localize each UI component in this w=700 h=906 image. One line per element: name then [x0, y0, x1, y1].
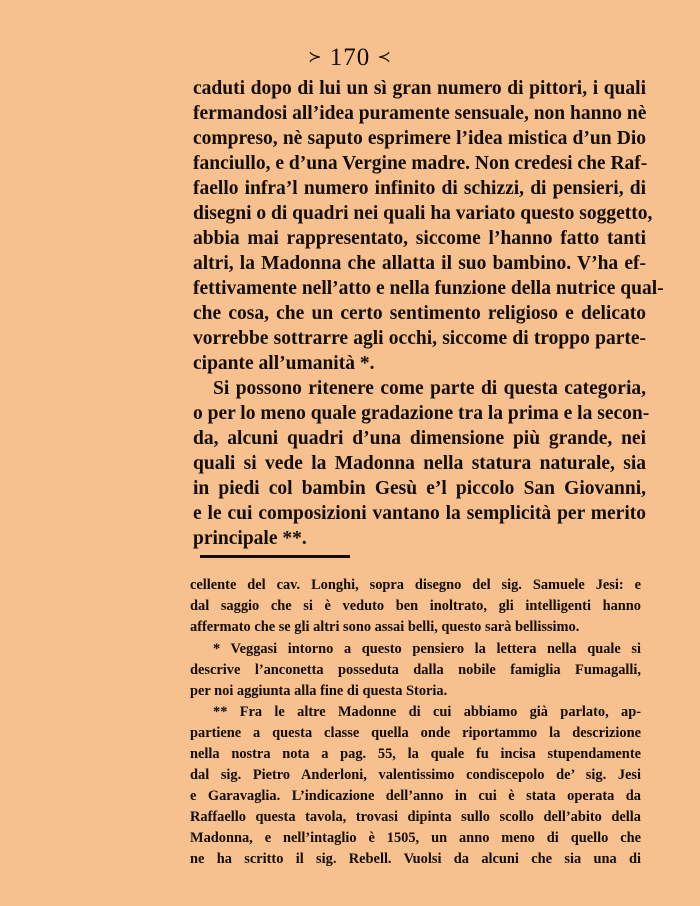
body-line: fermandosi all’idea puramente sensuale, non hanno nè: [193, 103, 647, 124]
body-line: in piedi col bambin Gesù e’l piccolo San Giovanni,: [193, 478, 646, 499]
body-line: disegni o di quadri nei quali ha variato questo soggetto,: [193, 203, 653, 224]
footnote-line: dal sig. Pietro Anderloni, valentissimo condiscepolo de’ sig. Jesi: [190, 767, 641, 783]
body-line: fettivamente nell’atto e nella funzione della nutrice qual-: [193, 278, 664, 299]
body-line: principale **.: [193, 528, 307, 549]
left-ornament-icon: ≻: [308, 49, 323, 66]
footnote-line: affermato che se gli altri sono assai belli, questo sarà bellissimo.: [190, 619, 580, 635]
body-line: che cosa, che un certo sentimento religioso e delicato: [193, 303, 646, 324]
body-line: vorrebbe sottrarre agli occhi, siccome di troppo parte-: [193, 328, 646, 349]
footnote-line: dal saggio che si è veduto ben inoltrato, gli intelligenti hanno: [190, 598, 641, 614]
body-line: o per lo meno quale gradazione tra la prima e la secon-: [193, 403, 650, 424]
footnote-line: Raffaello questa tavola, trovasi dipinta sullo scollo dell’abito della: [190, 809, 641, 825]
footnote-line: per noi aggiunta alla fine di questa Storia.: [190, 683, 448, 699]
footnote-line: e Garavaglia. L’indicazione dell’anno in cui è stata operata da: [190, 788, 641, 804]
footnote-first-line: ** Fra le altre Madonne di cui abbiamo già parlato, ap-: [213, 704, 641, 720]
body-line: cipante all’umanità *.: [193, 353, 375, 374]
body-line: compreso, nè saputo esprimere l’idea mistica d’un Dio: [193, 128, 646, 149]
page-number: 170: [329, 44, 371, 71]
body-line: caduti dopo di lui un sì gran numero di pittori, i quali: [193, 78, 646, 99]
footnote-line: cellente del cav. Longhi, sopra disegno del sig. Samuele Jesi: e: [190, 577, 641, 593]
footnote-line: ne ha scritto il sig. Rebell. Vuolsi da alcuni che sia una di: [190, 851, 641, 867]
page-number-header: [0, 44, 700, 72]
paragraph-first-line: Si possono ritenere come parte di questa categoria,: [213, 378, 646, 399]
right-ornament-icon: ≺: [377, 49, 392, 66]
body-line: quali si vede la Madonna nella statura naturale, sia: [193, 453, 646, 474]
body-line: altri, la Madonna che allatta il suo bambino. V’ha ef-: [193, 253, 646, 274]
body-line: da, alcuni quadri d’una dimensione più grande, nei: [193, 428, 646, 449]
footnote-divider: [200, 555, 350, 558]
footnote-line: partiene a questa classe quella onde riportammo la descrizione: [190, 725, 641, 741]
footnote-first-line: * Veggasi intorno a questo pensiero la lettera nella quale si: [213, 641, 641, 657]
footnote-line: descrive l’anconetta posseduta dalla nobile famiglia Fumagalli,: [190, 662, 641, 678]
body-line: e le cui composizioni vantano la semplicità per merito: [193, 503, 646, 524]
body-line: fanciullo, e d’una Vergine madre. Non credesi che Raf-: [193, 153, 648, 174]
body-line: faello infra’l numero infinito di schizzi, di pensieri, di: [193, 178, 646, 199]
footnote-line: nella nostra nota a pag. 55, la quale fu incisa stupendamente: [190, 746, 641, 762]
body-line: abbia mai rappresentato, siccome l’hanno fatto tanti: [193, 228, 646, 249]
footnote-line: Madonna, e nell’intaglio è 1505, un anno meno di quello che: [190, 830, 641, 846]
